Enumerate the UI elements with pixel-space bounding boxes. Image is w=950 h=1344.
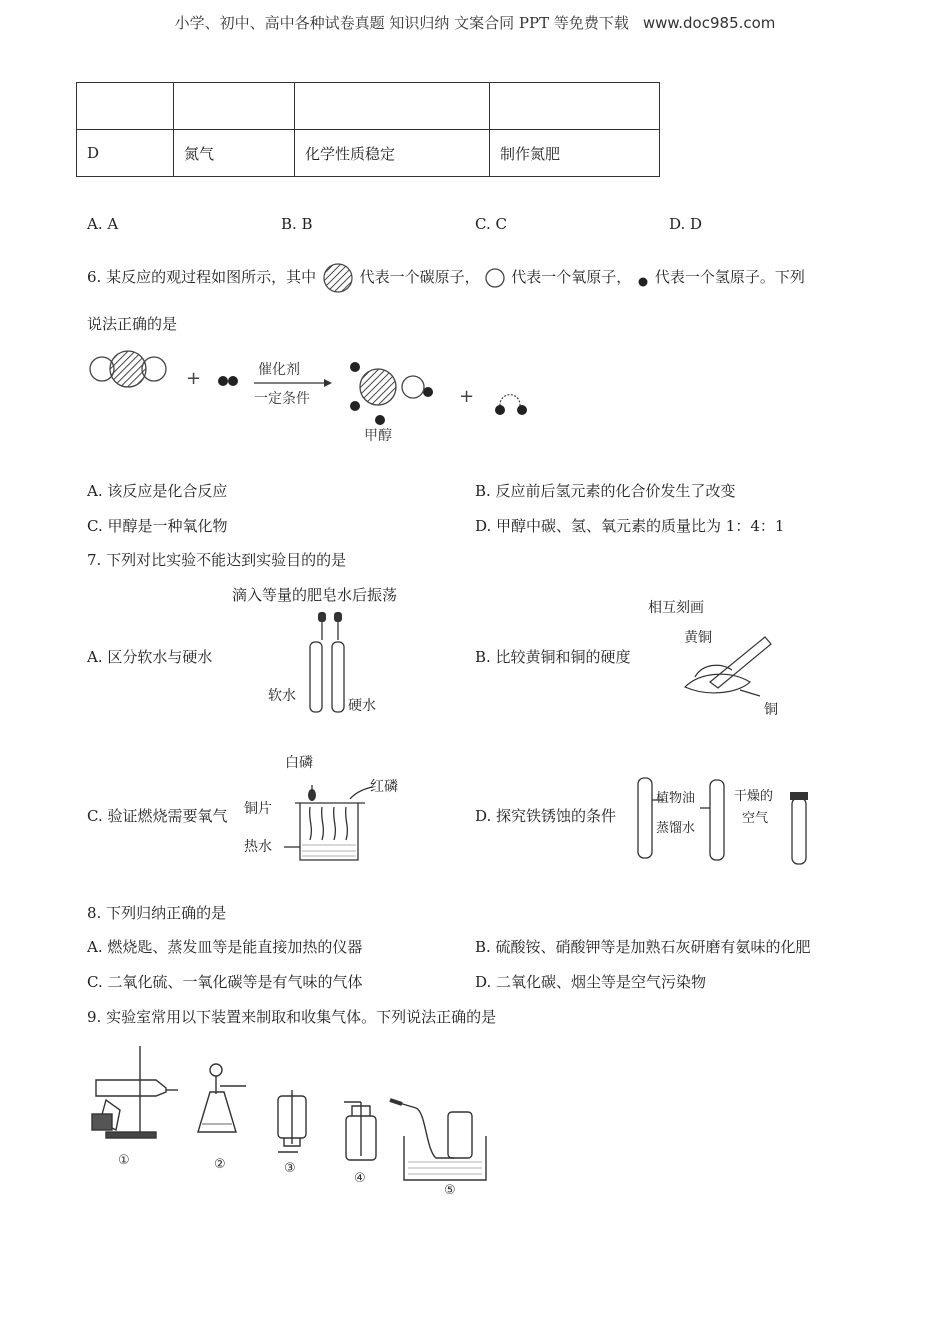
apparatus-label: ① <box>118 1153 130 1168</box>
header-url[interactable]: www.doc985.com <box>642 14 776 32</box>
q5-option-b[interactable]: B. B <box>281 215 313 233</box>
rust-figure <box>634 770 814 870</box>
q8-option-c[interactable]: C. 二氧化硫、一氧化碳等是有气味的气体 <box>87 973 363 991</box>
figure-caption: 相互刻画 <box>648 600 704 616</box>
q6-option-b[interactable]: B. 反应前后氢元素的化合价发生了改变 <box>475 482 736 500</box>
oxygen-atom-icon <box>484 267 506 289</box>
copper-label: 铜 <box>764 702 778 718</box>
q6-stem-b: 代表一个碳原子， <box>359 268 480 286</box>
carbon-atom-icon <box>321 262 355 294</box>
methanol-label: 甲醇 <box>364 428 392 444</box>
apparatus-2-flask <box>198 1064 246 1132</box>
copper-plate-label: 铜片 <box>244 801 272 817</box>
q8-option-d[interactable]: D. 二氧化碳、烟尘等是空气污染物 <box>475 973 707 991</box>
soap-water-figure <box>228 582 458 722</box>
table-row <box>77 130 660 177</box>
arrow-condition-bottom: 一定条件 <box>254 391 310 407</box>
co-molecule <box>90 351 166 387</box>
figure-caption: 滴入等量的肥皂水后振荡 <box>232 586 398 604</box>
table-cell: D <box>77 130 174 177</box>
air-label: 空气 <box>742 811 769 826</box>
q7-option-b[interactable]: B. 比较黄铜和铜的硬度 <box>475 648 631 666</box>
methanol-molecule <box>350 362 433 425</box>
plus-sign: + <box>459 386 475 407</box>
hot-water-label: 热水 <box>244 839 272 855</box>
dry-label: 干燥的 <box>734 789 774 804</box>
distilled-water-label: 蒸馏水 <box>656 821 696 836</box>
dropper-icon <box>318 612 326 622</box>
q6-option-a[interactable]: A. 该反应是化合反应 <box>87 482 228 500</box>
soft-water-label: 软水 <box>268 688 296 704</box>
q7-stem: 7. 下列对比实验不能达到实验目的的是 <box>87 551 347 569</box>
q5-option-d[interactable]: D. D <box>669 215 703 233</box>
q6-number: 6. <box>87 268 102 286</box>
q8-stem: 8. 下列归纳正确的是 <box>87 904 227 922</box>
plus-sign: + <box>186 368 202 389</box>
stopper-icon <box>790 792 808 800</box>
apparatus-4-bottle <box>344 1102 376 1160</box>
q6-option-c[interactable]: C. 甲醇是一种氧化物 <box>87 517 228 535</box>
q6-stem <box>87 262 805 294</box>
arrow-head-icon <box>324 379 332 387</box>
q7-option-d[interactable]: D. 探究铁锈蚀的条件 <box>475 807 617 825</box>
table-cell: 化学性质稳定 <box>295 130 490 177</box>
apparatus-1-heating <box>92 1046 178 1138</box>
reaction-diagram <box>86 350 546 450</box>
header-text: 小学、初中、高中各种试卷真题 知识归纳 文案合同 PPT 等免费下载 <box>174 14 629 32</box>
q6-stem-d: 代表一个氢原子。下列 <box>654 268 805 286</box>
q8-option-a[interactable]: A. 燃烧匙、蒸发皿等是能直接加热的仪器 <box>87 938 363 956</box>
answer-table <box>76 82 660 177</box>
q8-option-b[interactable]: B. 硫酸铵、硝酸钾等是加熟石灰研磨有氨味的化肥 <box>475 938 811 956</box>
apparatus-label: ⑤ <box>444 1183 456 1198</box>
q9-stem: 9. 实验室常用以下装置来制取和收集气体。下列说法正确的是 <box>87 1008 497 1026</box>
dropper-icon <box>334 612 342 622</box>
apparatus-3-bottle <box>278 1090 306 1152</box>
oil-label: 植物油 <box>656 791 696 806</box>
apparatus-label: ④ <box>354 1171 366 1186</box>
table-cell: 氮气 <box>174 130 295 177</box>
combustion-figure <box>240 745 420 875</box>
apparatus-label: ② <box>214 1157 226 1172</box>
table-cell: 制作氮肥 <box>490 130 660 177</box>
white-phosphorus-label: 白磷 <box>285 755 313 771</box>
q6-stem-c: 代表一个氧原子， <box>511 268 632 286</box>
q6-stem-a: 某反应的观过程如图所示，其中 <box>106 268 317 286</box>
water-molecule <box>495 395 527 415</box>
apparatus-label: ③ <box>284 1161 296 1176</box>
page-header <box>0 12 950 33</box>
gas-apparatus-figure <box>86 1040 496 1200</box>
red-phosphorus-label: 红磷 <box>370 779 398 795</box>
arrow-condition-top: 催化剂 <box>258 362 300 378</box>
hydrogen-atom-icon <box>636 269 650 287</box>
table-row <box>77 83 660 130</box>
phosphorus-icon <box>308 789 316 801</box>
q6-stem-line2: 说法正确的是 <box>87 315 178 333</box>
brass-copper-figure <box>640 592 790 722</box>
brass-label: 黄铜 <box>684 630 712 646</box>
h2-molecule <box>218 376 238 386</box>
q5-option-a[interactable]: A. A <box>87 215 119 233</box>
q6-option-d[interactable]: D. 甲醇中碳、氢、氧元素的质量比为 1：4：1 <box>475 517 785 535</box>
q7-option-c[interactable]: C. 验证燃烧需要氧气 <box>87 807 228 825</box>
q5-option-c[interactable]: C. C <box>475 215 507 233</box>
q7-option-a[interactable]: A. 区分软水与硬水 <box>87 648 213 666</box>
hard-water-label: 硬水 <box>348 698 376 714</box>
